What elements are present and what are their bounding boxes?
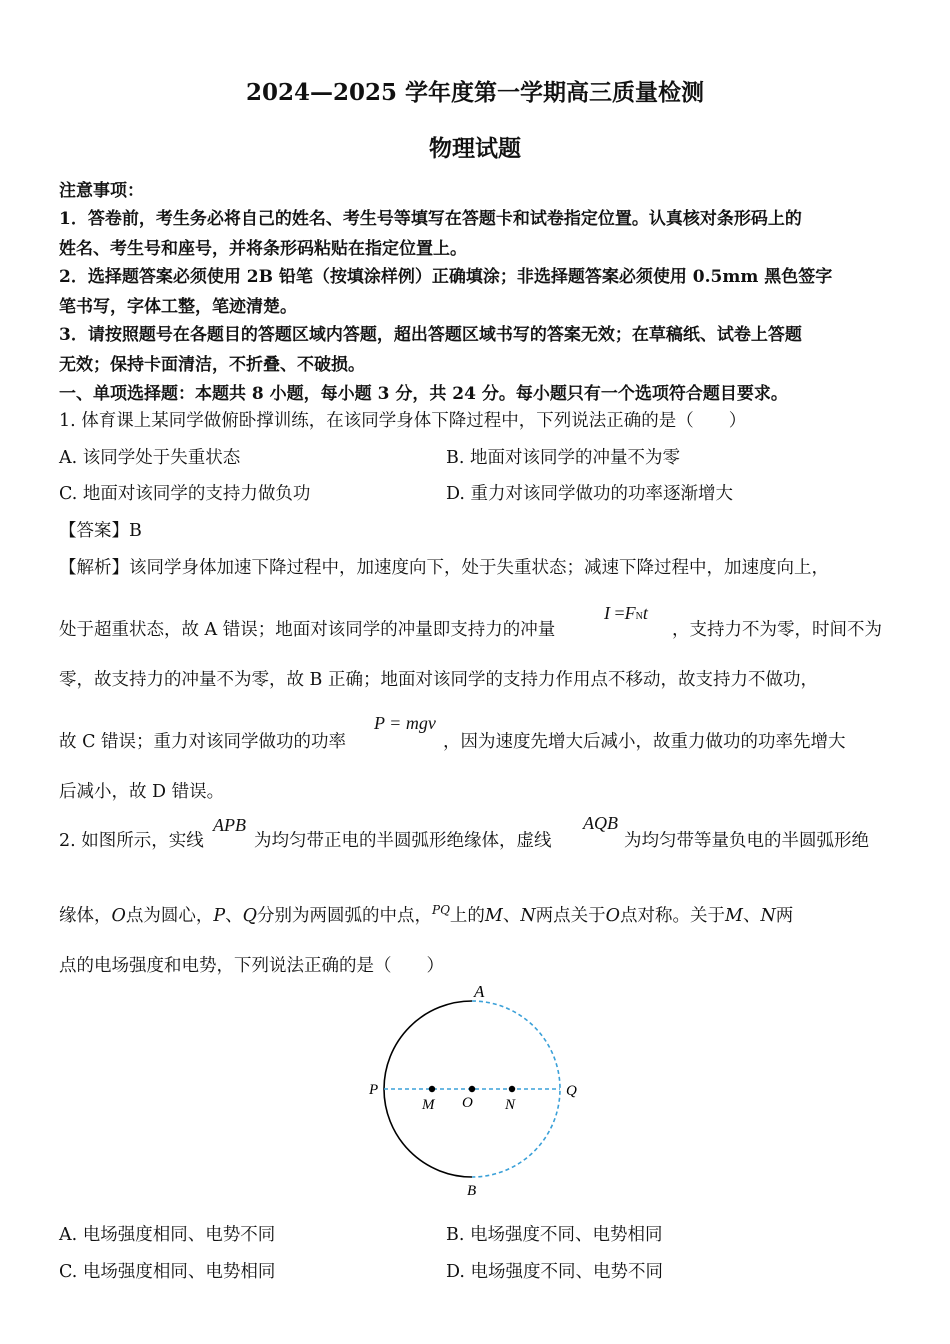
q2-option-d: D. 电场强度不同、电势不同 xyxy=(446,1262,664,1282)
point-o xyxy=(469,1086,475,1092)
impulse-formula xyxy=(604,603,648,624)
q2-text: 点对称。关于 xyxy=(620,906,726,926)
q2-text: 上的 xyxy=(449,906,485,926)
arc-aqb-label: AQB xyxy=(583,813,618,833)
q2-stem-line-1b: 为均匀带正电的半圆弧形绝缘体，虚线 xyxy=(254,831,552,851)
q1-analysis-line-5: 后减小，故 D 错误。 xyxy=(59,782,225,802)
point-n-ref: N xyxy=(520,906,536,926)
label-q: Q xyxy=(566,1083,577,1099)
notice-item-3-line-1: 3．请按照题号在各题目的答题区域内答题，超出答题区域书写的答案无效；在草稿纸、试卷上答题 xyxy=(59,325,802,345)
q1-option-c: C. 地面对该同学的支持力做负功 xyxy=(59,484,311,504)
equals-sign: = xyxy=(614,603,625,623)
q2-text: 两 xyxy=(775,906,794,926)
q1-option-b: B. 地面对该同学的冲量不为零 xyxy=(446,448,680,468)
q2-text: 、 xyxy=(742,906,761,926)
q1-analysis-line-3: 零，故支持力的冲量不为零，故 B 正确；地面对该同学的支持力作用点不移动，故支持力不做功， xyxy=(59,670,818,690)
q1-analysis-line-4a: 故 C 错误；重力对该同学做功的功率 xyxy=(59,732,347,752)
q2-text: 、 xyxy=(502,906,521,926)
q2-text: 两点关于 xyxy=(535,906,606,926)
point-m-ref: M xyxy=(484,906,503,926)
point-o-ref: O xyxy=(605,906,621,926)
q2-text: 分别为两圆弧的中点， xyxy=(257,906,432,926)
q2-stem-line-1a: 2. 如图所示，实线 xyxy=(59,831,204,851)
q2-option-b: B. 电场强度不同、电势相同 xyxy=(446,1225,663,1245)
q2-option-c: C. 电场强度相同、电势相同 xyxy=(59,1262,276,1282)
q1-option-a: A. 该同学处于失重状态 xyxy=(59,448,241,468)
q1-stem: 1. 体育课上某同学做俯卧撑训练，在该同学身体下降过程中，下列说法正确的是（ ） xyxy=(59,411,747,431)
impulse-symbol: I xyxy=(604,603,610,623)
notice-item-1-line-1: 1．答卷前，考生务必将自己的姓名、考生号等填写在答题卡和试卷指定位置。认真核对条形码上的 xyxy=(59,209,802,229)
label-o: O xyxy=(462,1095,473,1111)
q2-option-a: A. 电场强度相同、电势不同 xyxy=(59,1225,276,1245)
label-b: B xyxy=(467,1183,477,1199)
notice-item-3-line-2: 无效；保持卡面清洁，不折叠、不破损。 xyxy=(59,355,365,375)
q2-stem-line-2 xyxy=(59,902,793,927)
q1-answer: 【答案】B xyxy=(59,521,142,541)
circle-figure xyxy=(360,978,600,1206)
q2-text: 、 xyxy=(225,906,243,926)
notice-heading: 注意事项： xyxy=(59,181,144,201)
q2-text: 缘体， xyxy=(59,906,112,926)
point-m-ref: M xyxy=(725,906,743,926)
q2-text: 点为圆心， xyxy=(125,906,214,926)
force-subscript: N xyxy=(635,611,643,622)
force-symbol: F xyxy=(624,603,636,623)
point-p-ref: P xyxy=(213,906,226,926)
arc-apb-label: APB xyxy=(213,815,246,835)
q1-analysis-line-4b: ，因为速度先增大后减小，故重力做功的功率先增大 xyxy=(443,732,846,752)
notice-item-2-line-2: 笔书写，字体工整，笔迹清楚。 xyxy=(59,297,297,317)
page-subtitle: 物理试题 xyxy=(429,135,521,162)
point-o-ref: O xyxy=(111,906,126,926)
section-heading: 一、单项选择题：本题共 8 小题，每小题 3 分，共 24 分。每小题只有一个选项符合题目要求。 xyxy=(59,384,788,404)
page-title: 2024—2025 学年度第一学期高三质量检测 xyxy=(245,79,705,106)
q2-stem-line-3: 点的电场强度和电势，下列说法正确的是（ ） xyxy=(59,956,444,976)
point-n-ref: N xyxy=(760,906,776,926)
label-n: N xyxy=(505,1097,516,1113)
q2-stem-line-1c: 为均匀带等量负电的半圆弧形绝 xyxy=(624,831,869,851)
notice-item-1-line-2: 姓名、考生号和座号，并将条形码粘贴在指定位置上。 xyxy=(59,239,467,259)
segment-pq-ref: PQ xyxy=(432,903,450,917)
q1-analysis-line-1: 【解析】该同学身体加速下降过程中，加速度向下，处于失重状态；减速下降过程中，加速度向上， xyxy=(59,558,829,578)
notice-item-2-line-1: 2．选择题答案必须使用 2B 铅笔（按填涂样例）正确填涂；非选择题答案必须使用 0.5mm 黑色签字 xyxy=(59,267,833,287)
point-q-ref: Q xyxy=(242,906,257,926)
time-symbol: t xyxy=(642,603,648,623)
power-formula: P = mgv xyxy=(374,713,436,733)
q1-option-d: D. 重力对该同学做功的功率逐渐增大 xyxy=(446,484,734,504)
q1-analysis-line-2b: ，支持力不为零，时间不为 xyxy=(672,620,882,640)
q1-analysis-line-2a: 处于超重状态，故 A 错误；地面对该同学的冲量即支持力的冲量 xyxy=(59,620,556,640)
point-m xyxy=(429,1086,435,1092)
label-m: M xyxy=(422,1097,435,1113)
label-p: P xyxy=(369,1082,379,1098)
point-n xyxy=(509,1086,515,1092)
label-a: A xyxy=(474,982,485,1001)
